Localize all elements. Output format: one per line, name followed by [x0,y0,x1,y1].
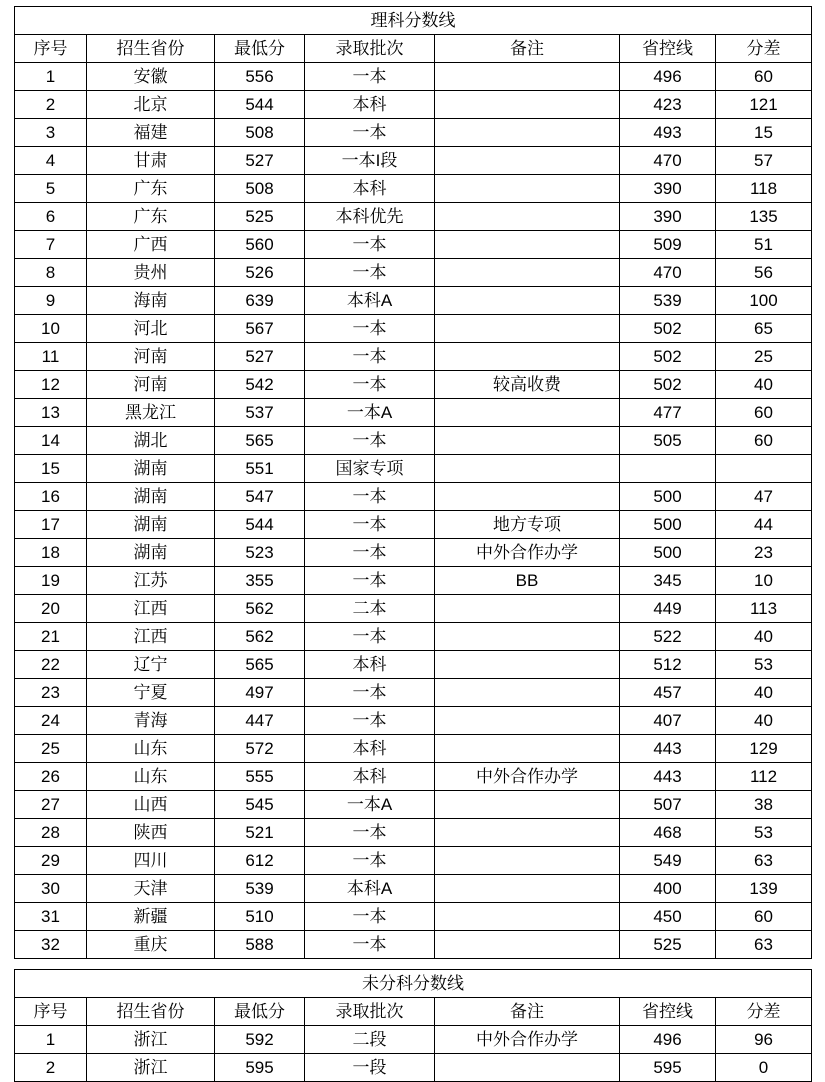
cell-remark: BB [435,567,620,595]
cell-provincial-line: 345 [620,567,716,595]
cell-remark: 地方专项 [435,511,620,539]
cell-remark [435,231,620,259]
table-row [15,203,812,231]
cell-min-score: 497 [215,679,305,707]
cell-batch: 一本 [305,903,435,931]
cell-no: 27 [15,791,87,819]
cell-difference: 63 [716,931,812,959]
cell-province: 山东 [87,735,215,763]
cell-province: 北京 [87,91,215,119]
cell-no: 26 [15,763,87,791]
cell-province: 湖南 [87,511,215,539]
cell-remark [435,483,620,511]
column-header-no: 序号 [15,35,87,63]
table-row [15,875,812,903]
cell-min-score: 612 [215,847,305,875]
cell-remark [435,819,620,847]
table-row [15,791,812,819]
cell-no: 2 [15,91,87,119]
cell-provincial-line: 400 [620,875,716,903]
cell-no: 7 [15,231,87,259]
cell-no: 20 [15,595,87,623]
cell-no: 19 [15,567,87,595]
cell-difference: 96 [716,1026,812,1054]
cell-provincial-line: 443 [620,735,716,763]
cell-remark [435,399,620,427]
cell-difference: 60 [716,63,812,91]
table-row [15,819,812,847]
cell-min-score: 525 [215,203,305,231]
cell-batch: 一本 [305,427,435,455]
cell-provincial-line: 502 [620,371,716,399]
cell-min-score: 523 [215,539,305,567]
cell-difference: 47 [716,483,812,511]
cell-no: 23 [15,679,87,707]
cell-batch: 本科 [305,735,435,763]
cell-difference: 0 [716,1054,812,1082]
cell-batch: 一本 [305,819,435,847]
cell-batch: 一本 [305,371,435,399]
cell-no: 8 [15,259,87,287]
cell-min-score: 510 [215,903,305,931]
cell-no: 32 [15,931,87,959]
cell-remark [435,455,620,483]
cell-difference: 44 [716,511,812,539]
table-row [15,63,812,91]
table-spacer [14,959,811,969]
cell-difference: 60 [716,903,812,931]
cell-difference: 56 [716,259,812,287]
table-row [15,147,812,175]
table-row [15,707,812,735]
cell-min-score: 447 [215,707,305,735]
cell-provincial-line: 512 [620,651,716,679]
cell-remark [435,147,620,175]
cell-provincial-line: 539 [620,287,716,315]
cell-min-score: 592 [215,1026,305,1054]
cell-no: 13 [15,399,87,427]
cell-provincial-line: 502 [620,343,716,371]
cell-provincial-line: 470 [620,147,716,175]
cell-province: 广西 [87,231,215,259]
table-row [15,287,812,315]
table-row [15,539,812,567]
science-table-title-row [15,7,812,35]
cell-provincial-line: 390 [620,203,716,231]
cell-min-score: 567 [215,315,305,343]
cell-batch: 本科 [305,175,435,203]
cell-difference: 63 [716,847,812,875]
cell-difference: 121 [716,91,812,119]
cell-remark [435,63,620,91]
cell-remark: 中外合作办学 [435,1026,620,1054]
cell-remark [435,791,620,819]
column-header-batch: 录取批次 [305,998,435,1026]
cell-no: 21 [15,623,87,651]
cell-min-score: 542 [215,371,305,399]
column-header-min-score: 最低分 [215,998,305,1026]
cell-provincial-line: 502 [620,315,716,343]
cell-province: 浙江 [87,1026,215,1054]
table-row [15,567,812,595]
cell-province: 湖北 [87,427,215,455]
cell-difference: 60 [716,399,812,427]
cell-remark [435,427,620,455]
cell-remark [435,735,620,763]
cell-province: 江西 [87,595,215,623]
cell-remark: 中外合作办学 [435,539,620,567]
table-row [15,903,812,931]
cell-batch: 本科 [305,91,435,119]
table-row [15,259,812,287]
cell-provincial-line: 496 [620,63,716,91]
cell-batch: 一本 [305,847,435,875]
cell-batch: 一本 [305,63,435,91]
cell-batch: 国家专项 [305,455,435,483]
cell-remark [435,119,620,147]
cell-provincial-line: 496 [620,1026,716,1054]
cell-difference: 135 [716,203,812,231]
cell-batch: 一段 [305,1054,435,1082]
column-header-provincial-line: 省控线 [620,998,716,1026]
cell-min-score: 588 [215,931,305,959]
cell-remark [435,91,620,119]
cell-remark: 较高收费 [435,371,620,399]
undivided-table-title: 未分科分数线 [15,970,812,998]
cell-province: 山东 [87,763,215,791]
cell-province: 湖南 [87,455,215,483]
cell-difference: 25 [716,343,812,371]
cell-province: 山西 [87,791,215,819]
column-header-difference: 分差 [716,35,812,63]
cell-no: 12 [15,371,87,399]
cell-batch: 一本 [305,511,435,539]
cell-provincial-line: 477 [620,399,716,427]
cell-difference: 15 [716,119,812,147]
cell-min-score: 537 [215,399,305,427]
cell-province: 福建 [87,119,215,147]
table-row [15,511,812,539]
cell-batch: 一本 [305,931,435,959]
cell-min-score: 521 [215,819,305,847]
cell-province: 辽宁 [87,651,215,679]
cell-batch: 一本 [305,623,435,651]
cell-difference: 40 [716,371,812,399]
table-row [15,315,812,343]
cell-provincial-line: 509 [620,231,716,259]
cell-province: 安徽 [87,63,215,91]
cell-provincial-line: 549 [620,847,716,875]
cell-provincial-line: 390 [620,175,716,203]
cell-min-score: 555 [215,763,305,791]
table-row [15,931,812,959]
cell-remark [435,343,620,371]
cell-difference: 118 [716,175,812,203]
cell-no: 15 [15,455,87,483]
cell-provincial-line: 595 [620,1054,716,1082]
cell-provincial-line: 450 [620,903,716,931]
cell-batch: 一本A [305,399,435,427]
cell-min-score: 572 [215,735,305,763]
cell-no: 18 [15,539,87,567]
cell-difference: 53 [716,651,812,679]
cell-difference: 129 [716,735,812,763]
cell-no: 1 [15,1026,87,1054]
table-row [15,483,812,511]
cell-batch: 一本 [305,679,435,707]
cell-batch: 一本 [305,343,435,371]
table-row [15,735,812,763]
cell-provincial-line: 505 [620,427,716,455]
cell-remark [435,315,620,343]
cell-difference: 65 [716,315,812,343]
cell-province: 黑龙江 [87,399,215,427]
cell-batch: 一本 [305,539,435,567]
cell-province: 海南 [87,287,215,315]
cell-remark [435,287,620,315]
cell-min-score: 508 [215,175,305,203]
cell-remark [435,595,620,623]
table-row [15,847,812,875]
cell-no: 10 [15,315,87,343]
cell-difference: 51 [716,231,812,259]
cell-no: 30 [15,875,87,903]
cell-no: 6 [15,203,87,231]
cell-difference: 100 [716,287,812,315]
column-header-batch: 录取批次 [305,35,435,63]
cell-min-score: 562 [215,623,305,651]
cell-province: 贵州 [87,259,215,287]
cell-min-score: 560 [215,231,305,259]
cell-province: 广东 [87,175,215,203]
cell-province: 河北 [87,315,215,343]
table-row [15,455,812,483]
cell-province: 陕西 [87,819,215,847]
cell-difference: 53 [716,819,812,847]
column-header-no: 序号 [15,998,87,1026]
cell-provincial-line: 522 [620,623,716,651]
cell-provincial-line: 443 [620,763,716,791]
cell-difference: 60 [716,427,812,455]
cell-provincial-line: 423 [620,91,716,119]
cell-provincial-line: 507 [620,791,716,819]
cell-no: 25 [15,735,87,763]
cell-remark [435,679,620,707]
cell-min-score: 556 [215,63,305,91]
cell-remark [435,623,620,651]
cell-no: 16 [15,483,87,511]
undivided-table-header-row [15,998,812,1026]
cell-province: 湖南 [87,483,215,511]
cell-min-score: 595 [215,1054,305,1082]
cell-difference: 40 [716,707,812,735]
cell-no: 11 [15,343,87,371]
cell-no: 29 [15,847,87,875]
cell-batch: 本科优先 [305,203,435,231]
cell-provincial-line: 493 [620,119,716,147]
cell-remark [435,259,620,287]
table-row [15,595,812,623]
undivided-table-title-row [15,970,812,998]
table-row [15,651,812,679]
cell-no: 28 [15,819,87,847]
cell-remark [435,903,620,931]
cell-batch: 一本I段 [305,147,435,175]
cell-difference: 57 [716,147,812,175]
cell-no: 2 [15,1054,87,1082]
cell-remark [435,875,620,903]
cell-remark [435,203,620,231]
cell-province: 天津 [87,875,215,903]
cell-province: 四川 [87,847,215,875]
cell-min-score: 355 [215,567,305,595]
cell-province: 江西 [87,623,215,651]
table-row [15,1026,812,1054]
cell-province: 青海 [87,707,215,735]
cell-batch: 一本 [305,567,435,595]
cell-batch: 二本 [305,595,435,623]
cell-provincial-line [620,455,716,483]
table-row [15,763,812,791]
cell-provincial-line: 470 [620,259,716,287]
cell-province: 河南 [87,371,215,399]
cell-batch: 一本 [305,119,435,147]
cell-no: 5 [15,175,87,203]
cell-min-score: 565 [215,651,305,679]
cell-remark [435,1054,620,1082]
cell-province: 湖南 [87,539,215,567]
table-row [15,427,812,455]
cell-province: 宁夏 [87,679,215,707]
column-header-remark: 备注 [435,998,620,1026]
cell-difference: 38 [716,791,812,819]
cell-provincial-line: 407 [620,707,716,735]
cell-remark [435,847,620,875]
table-row [15,175,812,203]
cell-min-score: 565 [215,427,305,455]
cell-difference [716,455,812,483]
cell-provincial-line: 500 [620,511,716,539]
cell-no: 3 [15,119,87,147]
table-row [15,623,812,651]
table-row [15,343,812,371]
table-row [15,91,812,119]
science-score-table [14,6,812,959]
cell-difference: 113 [716,595,812,623]
cell-province: 浙江 [87,1054,215,1082]
column-header-difference: 分差 [716,998,812,1026]
cell-batch: 本科A [305,287,435,315]
cell-no: 22 [15,651,87,679]
cell-difference: 139 [716,875,812,903]
cell-difference: 10 [716,567,812,595]
table-row [15,119,812,147]
cell-provincial-line: 457 [620,679,716,707]
cell-batch: 一本 [305,259,435,287]
cell-batch: 一本 [305,315,435,343]
column-header-province: 招生省份 [87,35,215,63]
cell-no: 9 [15,287,87,315]
cell-min-score: 508 [215,119,305,147]
cell-remark [435,175,620,203]
cell-difference: 23 [716,539,812,567]
science-table-title: 理科分数线 [15,7,812,35]
cell-min-score: 539 [215,875,305,903]
cell-min-score: 545 [215,791,305,819]
cell-provincial-line: 449 [620,595,716,623]
column-header-min-score: 最低分 [215,35,305,63]
cell-no: 4 [15,147,87,175]
cell-min-score: 562 [215,595,305,623]
science-table-header-row [15,35,812,63]
cell-no: 24 [15,707,87,735]
cell-batch: 本科 [305,763,435,791]
cell-provincial-line: 525 [620,931,716,959]
cell-no: 1 [15,63,87,91]
cell-province: 广东 [87,203,215,231]
undivided-score-table [14,969,812,1082]
cell-min-score: 551 [215,455,305,483]
cell-difference: 40 [716,679,812,707]
cell-difference: 40 [716,623,812,651]
cell-remark: 中外合作办学 [435,763,620,791]
cell-batch: 本科 [305,651,435,679]
cell-province: 江苏 [87,567,215,595]
cell-province: 甘肃 [87,147,215,175]
cell-batch: 一本A [305,791,435,819]
cell-provincial-line: 468 [620,819,716,847]
cell-difference: 112 [716,763,812,791]
cell-min-score: 639 [215,287,305,315]
table-row [15,1054,812,1082]
cell-min-score: 544 [215,91,305,119]
cell-remark [435,651,620,679]
cell-no: 31 [15,903,87,931]
cell-batch: 一本 [305,483,435,511]
cell-min-score: 527 [215,147,305,175]
cell-province: 重庆 [87,931,215,959]
cell-provincial-line: 500 [620,483,716,511]
cell-no: 17 [15,511,87,539]
cell-min-score: 526 [215,259,305,287]
table-row [15,399,812,427]
cell-min-score: 547 [215,483,305,511]
column-header-province: 招生省份 [87,998,215,1026]
table-row [15,231,812,259]
cell-provincial-line: 500 [620,539,716,567]
cell-batch: 一本 [305,707,435,735]
cell-batch: 二段 [305,1026,435,1054]
table-row [15,679,812,707]
cell-no: 14 [15,427,87,455]
cell-province: 新疆 [87,903,215,931]
cell-batch: 本科A [305,875,435,903]
table-row [15,371,812,399]
cell-batch: 一本 [305,231,435,259]
cell-min-score: 527 [215,343,305,371]
cell-remark [435,931,620,959]
column-header-provincial-line: 省控线 [620,35,716,63]
column-header-remark: 备注 [435,35,620,63]
cell-province: 河南 [87,343,215,371]
cell-remark [435,707,620,735]
cell-min-score: 544 [215,511,305,539]
